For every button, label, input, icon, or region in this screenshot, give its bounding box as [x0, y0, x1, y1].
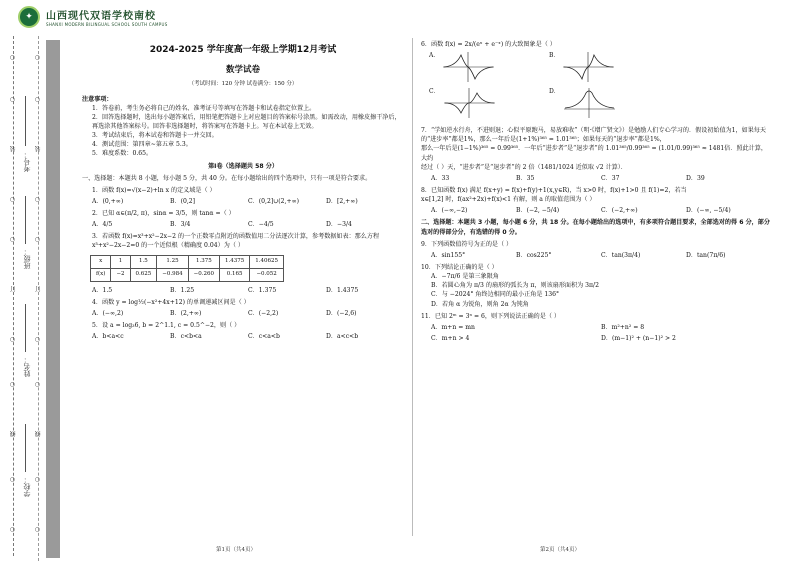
graph-label: C．	[429, 88, 440, 96]
option[interactable]: A．1.5	[92, 286, 113, 294]
question-10: 10．下列结论正确的是（ ）	[421, 263, 498, 271]
table-cell: −2	[111, 268, 130, 281]
page-left	[82, 40, 404, 343]
page-right	[421, 40, 771, 345]
note-item: 3．考试结束后，将本试卷和答题卡一并交回。	[92, 132, 218, 140]
option[interactable]: A．(−∞,−2)	[431, 207, 468, 215]
option[interactable]: A．4/5	[92, 221, 113, 229]
option[interactable]: C．(−2,+∞)	[601, 207, 638, 215]
inner-mark: ○	[34, 236, 41, 243]
option[interactable]: C．37	[601, 174, 620, 182]
notes-heading: 注意事项：	[82, 95, 113, 103]
question-11-options-row1	[431, 323, 771, 332]
option[interactable]: A．(−∞,2)	[92, 309, 124, 317]
inner-mark: ○	[34, 476, 41, 483]
class-field[interactable]	[25, 196, 26, 244]
table-cell: 1	[111, 255, 130, 268]
option[interactable]: C．m+n > 4	[431, 334, 470, 342]
option[interactable]: B．若圆心角为 π/3 的扇形的弧长为 π，则该扇形面积为 3π/2	[431, 282, 599, 290]
graph-b-icon	[561, 51, 616, 83]
page-divider	[412, 38, 413, 536]
graph-option-a[interactable]	[429, 51, 549, 87]
question-6-graphs	[429, 51, 669, 123]
table-cell: 1.25	[157, 255, 188, 268]
section1-instructions: 一、选择题：本题共 8 小题，每小题 5 分，共 40 分。在每小题给出的四个选项中，只有一项是符合要求。	[82, 174, 372, 182]
note-item: 1．答卷前，考生务必将自己的姓名、准考证号等填写在答题卡和试卷指定位置上。	[92, 104, 316, 112]
option[interactable]: D．−3/4	[326, 221, 352, 229]
option[interactable]: B．cos225°	[516, 251, 552, 259]
note-item: 5．难度系数：0.65。	[92, 150, 153, 158]
option[interactable]: B．3/4	[170, 221, 191, 229]
option[interactable]: B．(0,2]	[170, 197, 196, 205]
graph-label: B．	[549, 52, 560, 60]
option[interactable]: A．m+n = mn	[431, 323, 475, 331]
school-field[interactable]	[25, 424, 26, 472]
option[interactable]: D．(−∞, −5/4)	[686, 207, 731, 215]
part1-heading: 第Ⅰ卷（选择题共 58 分）	[208, 163, 278, 171]
question-11: 11．已知 2ᵐ = 3ⁿ = 6，则下列说法正确的是（ ）	[421, 312, 560, 320]
option[interactable]: C．(0,2]∪(2,+∞)	[248, 197, 300, 205]
table-cell: −0.052	[250, 268, 284, 281]
binding-strip	[0, 36, 72, 561]
table-cell: 1.4375	[220, 255, 250, 268]
question-11-options-row2	[431, 334, 771, 343]
option[interactable]: C．c<a<b	[248, 333, 280, 341]
option[interactable]: C．tan(3π/4)	[601, 251, 641, 259]
option[interactable]: D．(−2,6)	[326, 309, 357, 317]
school-name-en: SHANXI MODERN BILINGUAL SCHOOL SOUTH CAMPUS	[46, 22, 168, 27]
inner-mark: ○	[34, 381, 41, 388]
table-cell: f(x)	[91, 268, 111, 281]
graph-c-icon	[442, 87, 497, 119]
question-2: 2．已知 α∈(π/2, π)，sinα = 3/5，则 tanα =（ ）	[92, 210, 235, 218]
question-3-options	[92, 286, 404, 295]
outer-mark: ○	[9, 196, 16, 203]
inner-mark: ○	[34, 336, 41, 343]
option[interactable]: D．[2,+∞)	[326, 197, 358, 205]
outer-mark: ○	[9, 526, 16, 533]
option[interactable]: D．39	[686, 174, 705, 182]
school-name: 山西现代双语学校南校	[46, 11, 156, 22]
graph-a-icon	[441, 51, 496, 83]
question-7-line: 7．“学如逆水行舟，不进则退；心似平原跑马，易放难收”（明·《增广贤文》）是勉励人们专心学习的．假设初始值为1，如果每天的“进步率”都是1%，那么一年后是(1+1%)³⁶⁵ = 1.01³⁶⁵；如果每天的“退步率”都是1%，	[421, 127, 766, 144]
table-cell: 1.5	[130, 255, 157, 268]
outer-mark: ○	[9, 96, 16, 103]
option[interactable]: A．b<a<c	[92, 333, 124, 341]
inner-mark: ○	[34, 96, 41, 103]
option[interactable]: B．c<b<a	[170, 333, 202, 341]
school-field-label: 学校：	[23, 476, 31, 497]
class-field-label: 班级：	[23, 248, 31, 269]
question-8-line: x∈[1,2] 时，f(ax²+2x)+f(x)<1 有解，则 a 的取值范围为（ ）	[421, 196, 596, 204]
inner-mark: 订	[35, 286, 42, 292]
question-8-line: 8．已知函数 f(x) 满足 f(x+y) = f(x)+f(y)+1(x,y∈R)，当 x>0 时，f(x)+1>0 且 f(1)=2，若当	[421, 186, 687, 194]
inner-mark: 装	[35, 146, 42, 152]
inner-mark: ○	[34, 196, 41, 203]
inner-mark: 线	[35, 431, 42, 437]
graph-option-b[interactable]	[549, 51, 669, 87]
name-field[interactable]	[25, 304, 26, 352]
graph-label: A．	[429, 52, 440, 60]
option[interactable]: B．35	[516, 174, 535, 182]
question-5: 5．设 a = log₃6, b = 2^1.1, c = 0.5^−2，则（ ）	[92, 322, 241, 330]
outer-mark: 订	[10, 286, 17, 292]
exam-number-field[interactable]	[25, 96, 26, 146]
note-item: 2．回答选择题时，选出每小题答案后，用铅笔把答题卡上对应题目的答案标号涂黑。如需改动，用橡皮擦干净后，再选涂其他答案标号。回答非选择题时，将答案写在答题卡上。写在本试卷上无效。	[92, 113, 401, 130]
table-cell: −0.260	[188, 268, 219, 281]
question-4: 4．函数 y = log½(−x²+4x+12) 的单调递减区间是（ ）	[92, 298, 250, 306]
outer-mark: ○	[9, 336, 16, 343]
option[interactable]: D．1.4375	[326, 286, 359, 294]
question-3: 3．若函数 f(x)=x³+x²−2x−2 的一个正数零点附近的函数值用二分法逐次计算，参考数据如表：那么方程 x³+x²−2x−2=0 的一个近似根（精确度 0.04）为（ ）	[92, 233, 380, 250]
outer-mark: 装	[10, 146, 17, 152]
school-logo	[18, 6, 168, 28]
option[interactable]: B．(2,+∞)	[170, 309, 202, 317]
question-4-options	[92, 309, 404, 318]
option[interactable]: A．33	[431, 174, 450, 182]
outer-mark: ○	[9, 54, 16, 61]
table-cell: 1.40625	[250, 255, 284, 268]
question-9: 9．下列函数值符号为正的是（ ）	[421, 240, 513, 248]
footer-page-right: 第2页（共4页）	[540, 547, 580, 553]
option[interactable]: C．−4/5	[248, 221, 274, 229]
name-field-label: 姓名：	[23, 356, 31, 377]
exam-number-field-label: 考号：	[23, 151, 31, 172]
option[interactable]: A．sin155°	[431, 251, 466, 259]
question-5-options	[92, 332, 404, 341]
note-item: 4．测试范围：第四章~第五章 5.3。	[92, 141, 192, 149]
bisection-table	[90, 255, 284, 282]
option[interactable]: B．m²+n² = 8	[601, 323, 645, 331]
question-1: 1．函数 f(x)=√(x−2)+ln x 的定义域是（ ）	[92, 186, 216, 194]
outer-mark: 线	[10, 431, 17, 437]
option[interactable]: A．(0,+∞)	[92, 197, 124, 205]
outer-mark: ○	[9, 381, 16, 388]
question-8-options	[431, 206, 771, 215]
option[interactable]: B．1.25	[170, 286, 195, 294]
table-cell: 1.375	[188, 255, 219, 268]
school-emblem-icon: ✦	[18, 6, 40, 28]
option[interactable]: D．a<c<b	[326, 333, 359, 341]
exam-subtitle: 数学试卷	[225, 64, 260, 75]
binding-bar	[46, 40, 60, 558]
outer-mark: ○	[9, 236, 16, 243]
footer-page-left: 第1页（共4页）	[216, 547, 256, 553]
question-1-options	[92, 197, 404, 206]
exam-info: （考试时间：120 分钟 试卷满分：150 分）	[188, 81, 298, 88]
question-6: 6．函数 f(x) = 2x/(eˣ + e⁻ˣ) 的大致图象是（ ）	[421, 41, 556, 48]
question-7-line: 经过（ ）天，“进步者”是“退步者”的 2 倍（1481/1024 近似取 √2 计算）．	[421, 163, 627, 171]
inner-mark: ○	[34, 54, 41, 61]
question-7-options	[431, 174, 771, 183]
section2-instructions: 二、选择题：本题共 3 小题，每小题 6 分，共 18 分。在每小题给出的选项中，有多项符合题目要求，全部选对的得 6 分，部分选对的得部分分，有选错的得 0 分。	[421, 219, 770, 236]
graph-label: D．	[549, 88, 560, 96]
table-cell: 0.165	[220, 268, 250, 281]
outer-mark: ○	[9, 476, 16, 483]
question-2-options	[92, 220, 404, 229]
option[interactable]: A．−7π/6 是第三象限角	[431, 273, 499, 281]
inner-mark: ○	[34, 526, 41, 533]
table-cell: −0.984	[157, 268, 188, 281]
option[interactable]: B．(−2, −5/4)	[516, 207, 560, 215]
option[interactable]: C．1.375	[248, 286, 277, 294]
option[interactable]: D．tan(7π/6)	[686, 251, 726, 259]
exam-title: 2024-2025 学年度高一年级上学期12月考试	[149, 45, 337, 55]
option[interactable]: C．与 −2024° 角终边相同的最小正角是 136°	[431, 291, 560, 299]
graph-d-icon	[562, 87, 617, 119]
table-cell: x	[91, 255, 111, 268]
table-cell: 0.625	[130, 268, 157, 281]
question-9-options	[431, 251, 771, 260]
graph-option-c[interactable]	[429, 87, 549, 123]
option[interactable]: C．(−2,2)	[248, 309, 279, 317]
graph-option-d[interactable]	[549, 87, 669, 123]
question-7-line: 那么一年后是(1−1%)³⁶⁵ = 0.99³⁶⁵．一年后“进步者”是“退步者”的 1.01³⁶⁵/0.99³⁶⁵ = (1.01/0.99)³⁶⁵ ≈ 1481倍．照此计算，大约	[421, 145, 767, 162]
option[interactable]: D．(m−1)² + (n−1)² > 2	[601, 334, 676, 342]
option[interactable]: D．若角 α 为锐角，则角 2α 为钝角	[431, 300, 529, 308]
